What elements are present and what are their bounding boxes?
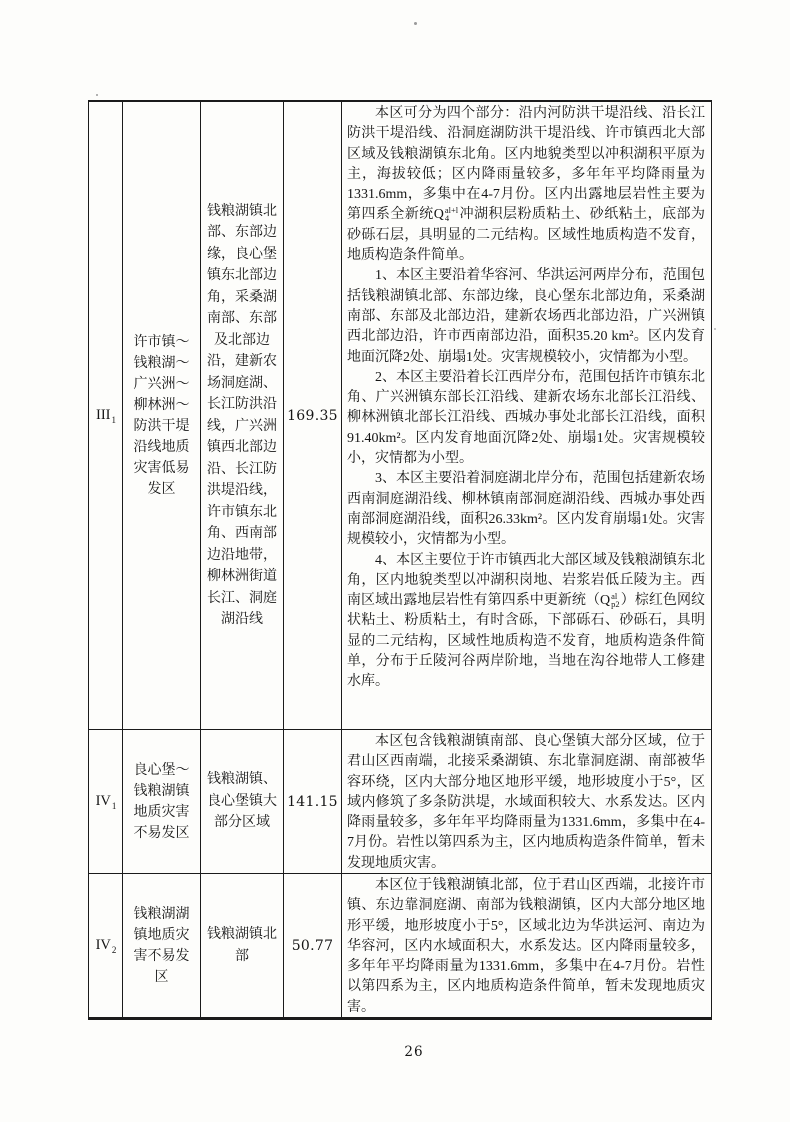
area-value: 50.77 bbox=[291, 937, 334, 954]
description-cell bbox=[342, 730, 711, 874]
description-cell bbox=[342, 102, 711, 730]
zone-name: 钱粮湖湖镇地质灾害不易发区 bbox=[133, 906, 190, 985]
towns-list: 钱粮湖镇北部、东部边缘，良心堡镇东北部边角，采桑湖南部、东部及北部边沿，建新农场洞庭湖、长江防洪沿线，广兴洲镇西北部边沿、长江防洪堤沿线，许市镇东北角、西南部边沿地带，柳林洲街道长江、洞庭湖沿线 bbox=[207, 203, 277, 627]
zone-name: 良心堡～钱粮湖镇地质灾害不易发区 bbox=[133, 762, 190, 841]
scan-speck bbox=[414, 22, 417, 25]
towns-list: 钱粮湖镇北部 bbox=[207, 927, 277, 964]
scan-speck bbox=[714, 328, 716, 330]
zone-name-cell bbox=[123, 874, 201, 1017]
area-value: 169.35 bbox=[287, 407, 338, 424]
area-value: 141.15 bbox=[287, 793, 338, 810]
scan-speck bbox=[96, 94, 98, 96]
towns-cell bbox=[201, 874, 284, 1017]
zone-id: $IV_1$ bbox=[95, 793, 117, 811]
description-cell bbox=[342, 874, 711, 1017]
paragraph: 3、本区主要沿着洞庭湖北岸分布，范围包括建新农场西南洞庭湖沿线、柳林镇南部洞庭湖沿线、西城办事处西南部洞庭湖沿线，面积26.33km²。区内发育崩塌1处。灾害规模较小，灾情都为小型。 bbox=[347, 471, 705, 548]
area-cell bbox=[284, 730, 342, 874]
towns-cell bbox=[201, 730, 284, 874]
zone-id: $IV_2$ bbox=[95, 937, 117, 955]
towns-cell bbox=[201, 102, 284, 730]
area-cell bbox=[284, 102, 342, 730]
zone-id-cell bbox=[89, 730, 123, 874]
page-number: 26 bbox=[404, 1044, 424, 1060]
zone-name-cell bbox=[123, 730, 201, 874]
zoning-table bbox=[88, 100, 712, 1020]
area-cell bbox=[284, 874, 342, 1017]
zone-id: $III_1$ bbox=[96, 407, 116, 425]
paragraph: 4、本区主要位于许市镇西北大部区域及钱粮湖镇东北角，区内地貌类型以冲湖积岗地、岩浆岩低丘陵为主。西南区域出露地层岩性有第四系中更新统（Q al p2 ）棕红色网纹状粘土、粉质粘土，有时含砾，下部砾石、砂砾石，具明显的二元结构，区域性地质构造不发育，地质构造条件简单，分布于丘陵河谷两岸阶地，当地在沟谷地带人工修建水库。 bbox=[347, 552, 706, 690]
zone-id-cell bbox=[89, 874, 123, 1017]
geologic-unit-notation: al p2 bbox=[611, 591, 620, 610]
paragraph: 本区可分为四个部分：沿内河防洪干堤沿线、沿长江防洪干堤沿线、沿洞庭湖防洪干堤沿线、许市镇西北大部区域及钱粮湖镇东北角。区内地貌类型以冲积湖积平原为主，海拔较低；区内降雨量较多，多年年平均降雨量为1331.6mm，多集中在4-7月份。区内出露地层岩性主要为第四系全新统Q al+l 4 冲湖积层粉质粘土、砂纸粘土，底部为砂砾石层，具明显的二元结构。区域性地质构造不发育，地质构造条件简单。 bbox=[347, 106, 705, 264]
paragraph: 本区包含钱粮湖镇南部、良心堡镇大部分区域，位于君山区西南端，北接采桑湖镇、东北靠洞庭湖、南部被华容环绕，区内大部分地区地形平缓，地形坡度小于5°，区域内修筑了多条防洪堤，水域面积较大、水系发达。区内降雨量较多，多年年平均降雨量为1331.6mm，多集中在4-7月份。岩性以第四系为主，区内地质构造条件简单，暂未发现地质灾害。 bbox=[347, 734, 705, 871]
paragraph: 1、本区主要沿着华容河、华洪运河两岸分布，范围包括钱粮湖镇北部、东部边缘，良心堡东北部边角，采桑湖南部、东部及北部边沿，建新农场西北部边沿，广兴洲镇西北部边沿，许市西南部边沿，面积35.20 km²。区内发育地面沉降2处、崩塌1处。灾害规模较小，灾情都为小型。 bbox=[347, 268, 705, 365]
zone-name-cell bbox=[123, 102, 201, 730]
paragraph: 本区位于钱粮湖镇北部，位于君山区西端，北接许市镇、东边靠洞庭湖、南部为钱粮湖镇，区内大部分地区地形平缓，地形坡度小于5°，区域北边为华洪运河、南边为华容河，区内水域面积大，水系发达。区内降雨量较多，多年年平均降雨量为1331.6mm，多集中在4-7月份。岩性以第四系为主，区内地质构造条件简单，暂未发现地质灾害。 bbox=[347, 878, 705, 1015]
towns-list: 钱粮湖镇、良心堡镇大部分区域 bbox=[207, 772, 277, 831]
zone-name: 许市镇～钱粮湖～广兴洲～柳林洲～防洪干堤沿线地质灾害低易发区 bbox=[133, 334, 190, 497]
paragraph: 2、本区主要沿着长江西岸分布，范围包括许市镇东北角、广兴洲镇东部长江沿线、建新农场东北部长江沿线、柳林洲镇北部长江沿线、西城办事处北部长江沿线，面积91.40km²。区内发育地面沉降2处、崩塌1处。灾害规模较小，灾情都为小型。 bbox=[347, 369, 705, 467]
zone-id-cell bbox=[89, 102, 123, 730]
geologic-unit-notation: al+l 4 bbox=[444, 205, 459, 224]
